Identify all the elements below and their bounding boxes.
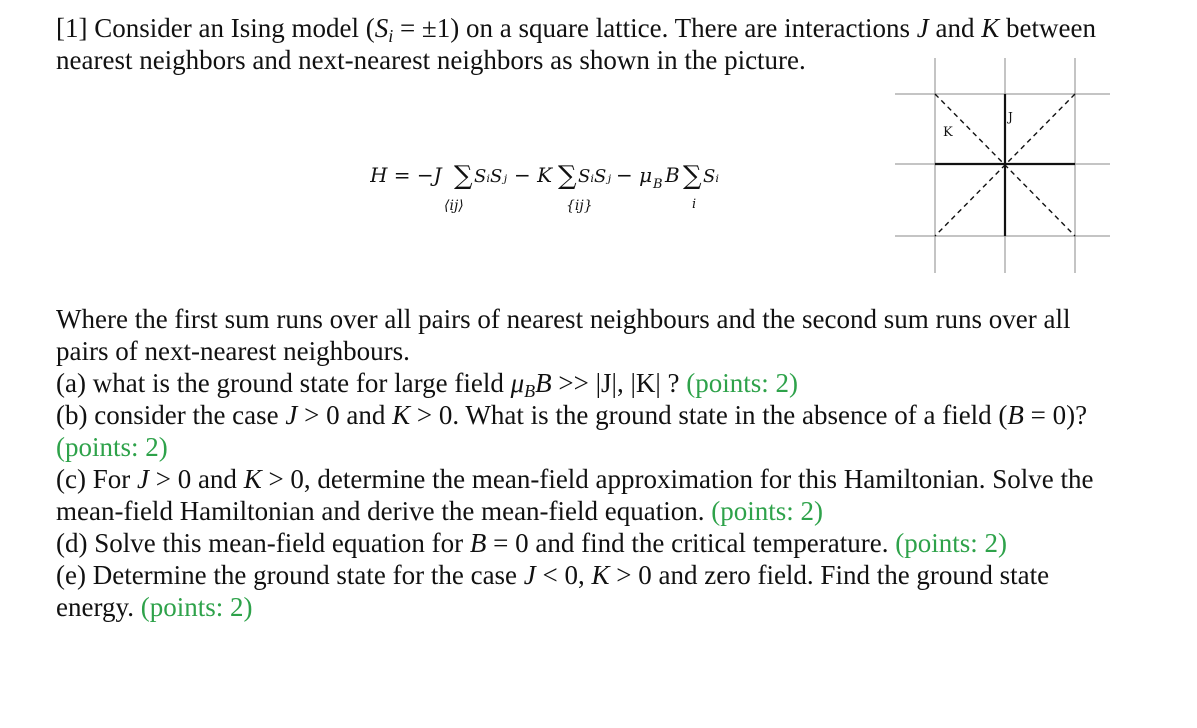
label-j: J (1008, 110, 1013, 124)
question-e-line-2 (56, 591, 252, 623)
sum-symbol-3: ∑ (683, 161, 702, 191)
sum-symbol-1: ∑ (454, 161, 473, 191)
qc-text-end: > 0, determine the mean-field approximation for this Hamiltonian. Solve the (261, 464, 1094, 494)
sum-subscript-nn: ⟨ij⟩ (444, 198, 464, 214)
label-k: K (943, 125, 953, 140)
eq-field-b: B (665, 163, 680, 187)
sum-symbol-2: ∑ (558, 161, 577, 191)
qe-j: J (523, 560, 536, 590)
qb-text: (b) consider the case (56, 400, 286, 430)
hamiltonian-equation (370, 160, 790, 220)
eq-minus-k: − K (514, 163, 553, 187)
qa-text: (a) what is the ground state for large field (56, 368, 511, 398)
points-d: (points: 2) (895, 528, 1007, 558)
eq-minus-mu: − μ (616, 163, 653, 187)
coupling-k: K (981, 13, 1000, 43)
qe-text-end: > 0 and zero field. Find the ground state (609, 560, 1050, 590)
points-e: (points: 2) (140, 592, 253, 622)
intro-text-end: between (999, 13, 1096, 43)
qa-text-end: >> |J|, |K| ? (551, 368, 687, 398)
question-b (56, 399, 1087, 431)
eq-lhs: H = −J (370, 163, 442, 187)
qb-mid1: > 0 and (297, 400, 393, 430)
lattice-grid (895, 58, 1110, 273)
points-b: (points: 2) (56, 432, 168, 462)
qb-k: K (392, 400, 411, 430)
qe-text: (e) Determine the ground state for the case (56, 560, 524, 590)
sum-subscript-nnn: {ij} (566, 198, 593, 214)
qc-text-2: mean-field Hamiltonian and derive the mean-field equation. (56, 496, 712, 526)
question-e (56, 559, 1049, 591)
sum-subscript-i: i (692, 197, 697, 212)
qc-j: J (136, 464, 149, 494)
qb-field: B (1007, 400, 1024, 430)
qa-mu-sub: B (524, 381, 536, 401)
eq-mu-subscript: B (653, 177, 663, 192)
qd-text: (d) Solve this mean-field equation for (56, 528, 470, 558)
spin-subscript: i (388, 26, 394, 46)
qb-j: J (285, 400, 298, 430)
eq-term-3: Sᵢ (703, 166, 719, 187)
qe-k: K (591, 560, 610, 590)
question-c (56, 463, 1093, 495)
intro-and: and (928, 13, 982, 43)
qe-mid1: < 0, (535, 560, 592, 590)
intro-text-mid: = ±1) on a square lattice. There are interactions (393, 13, 917, 43)
points-c: (points: 2) (711, 496, 824, 526)
points-a: (points: 2) (686, 368, 798, 398)
qd-field: B (469, 528, 487, 558)
intro-line-2: nearest neighbors and next-nearest neighbors as shown in the picture. (56, 45, 806, 75)
eq-term-2: SᵢSⱼ (578, 166, 612, 187)
question-d (56, 527, 1007, 559)
question-c-line-2 (56, 495, 823, 527)
qb-mid2: > 0. What is the ground state in the absence of a field ( (410, 400, 1008, 430)
eq-term-1: SᵢSⱼ (474, 166, 508, 187)
qc-mid1: > 0 and (148, 464, 244, 494)
qb-text-end: = 0)? (1023, 400, 1088, 430)
qa-mu: μ (510, 368, 525, 398)
coupling-j: J (916, 13, 929, 43)
lattice-diagram (895, 58, 1115, 278)
qc-k: K (243, 464, 262, 494)
spin-variable: S (374, 13, 389, 43)
qd-text-end: = 0 and find the critical temperature. (486, 528, 896, 558)
qe-text-2: energy. (56, 592, 141, 622)
where-line-1: Where the first sum runs over all pairs of nearest neighbours and the second sum runs over all (56, 304, 1071, 334)
qc-text: (c) For (56, 464, 137, 494)
where-line-2: pairs of next-nearest neighbours. (56, 336, 410, 366)
intro-text: [1] Consider an Ising model ( (56, 13, 375, 43)
qa-field: B (535, 368, 552, 398)
